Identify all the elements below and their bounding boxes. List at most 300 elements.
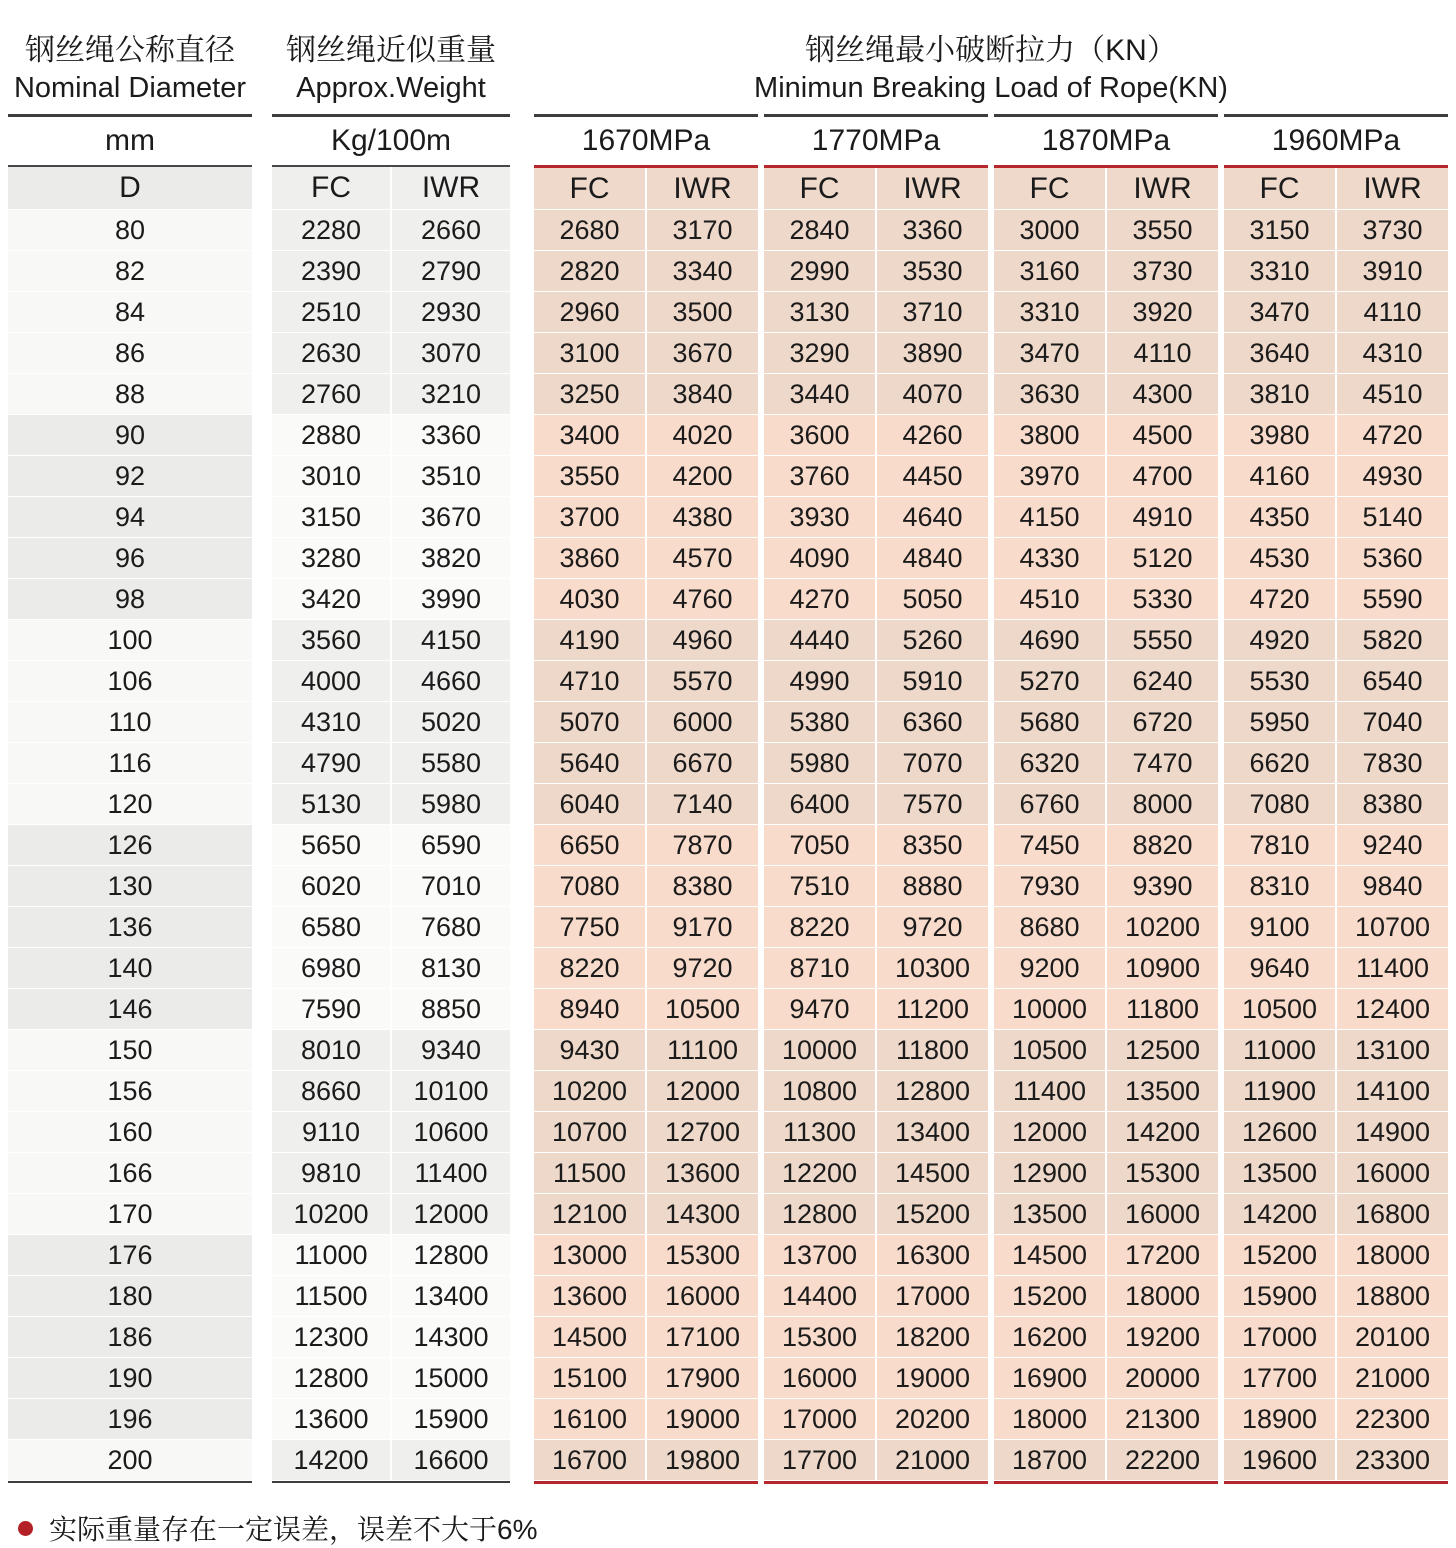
table-row: [8, 1399, 1448, 1439]
load-cell: 18900: [1224, 1399, 1335, 1439]
load-cell: 9720: [647, 948, 758, 988]
load-cell: 3530: [877, 251, 988, 291]
diameter-cell: 180: [8, 1276, 252, 1316]
weight-cell: 3560: [272, 620, 390, 660]
load-pair: [534, 620, 758, 660]
load-pair: [534, 1235, 758, 1275]
load-pair: [994, 1358, 1218, 1398]
load-cell: 9430: [534, 1030, 645, 1070]
diameter-unit: mm: [105, 123, 155, 157]
diameter-cell: 200: [8, 1440, 252, 1480]
load-pair: [1224, 1194, 1448, 1234]
load-cell: 4330: [994, 538, 1105, 578]
load-cell: 3150: [1224, 210, 1335, 250]
load-cell: 15300: [764, 1317, 875, 1357]
load-cell: 13000: [534, 1235, 645, 1275]
load-cell: 10500: [994, 1030, 1105, 1070]
load-pair: [534, 825, 758, 865]
load-cell: 10300: [877, 948, 988, 988]
load-pair: [994, 907, 1218, 947]
load-cell: 4110: [1107, 333, 1218, 373]
diameter-title-zh: 钢丝绳公称直径: [25, 34, 235, 67]
load-cell: 14900: [1337, 1112, 1448, 1152]
load-pair: [1224, 989, 1448, 1029]
weight-pair: [272, 702, 510, 742]
load-cell: 15200: [877, 1194, 988, 1234]
weight-pair: [272, 333, 510, 373]
load-cell: 3500: [647, 292, 758, 332]
weight-cell: 8660: [272, 1071, 390, 1111]
diameter-cell: 196: [8, 1399, 252, 1439]
load-cell: 4190: [534, 620, 645, 660]
table-row: [8, 579, 1448, 619]
weight-cell: 5650: [272, 825, 390, 865]
weight-cell: 3210: [392, 374, 510, 414]
table-row: [8, 784, 1448, 824]
load-pair: [1224, 579, 1448, 619]
weight-cell: 4790: [272, 743, 390, 783]
load-cell: 3760: [764, 456, 875, 496]
table-row: [8, 1276, 1448, 1316]
weight-cell: 3150: [272, 497, 390, 537]
weight-cell: 9340: [392, 1030, 510, 1070]
table-row: [8, 1071, 1448, 1111]
diameter-cell: 98: [8, 579, 252, 619]
weight-pair: [272, 1399, 510, 1439]
load-pair: [764, 1112, 988, 1152]
weight-pair: [272, 907, 510, 947]
load-cell: 12800: [764, 1194, 875, 1234]
weight-cell: 7010: [392, 866, 510, 906]
load-cell: 14200: [1107, 1112, 1218, 1152]
weight-cell: 12000: [392, 1194, 510, 1234]
diameter-cell: 176: [8, 1235, 252, 1275]
load-cell: 11000: [1224, 1030, 1335, 1070]
load-cell: 5550: [1107, 620, 1218, 660]
load-cell: 18800: [1337, 1276, 1448, 1316]
diameter-cell: 106: [8, 661, 252, 701]
grade-label-1670: 1670MPa: [581, 123, 711, 157]
breaking-load-title-en: Minimun Breaking Load of Rope(KN): [754, 72, 1228, 104]
load-pair: [764, 456, 988, 496]
weight-cell: 2630: [272, 333, 390, 373]
table-row: [8, 1440, 1448, 1480]
weight-pair: [272, 661, 510, 701]
grade-label-1960: 1960MPa: [1271, 123, 1401, 157]
load-cell: 3340: [647, 251, 758, 291]
load-pair: [764, 784, 988, 824]
load-cell: 4840: [877, 538, 988, 578]
footnote: [8, 1508, 1448, 1548]
load-cell: 15300: [647, 1235, 758, 1275]
load-cell: 3130: [764, 292, 875, 332]
load-cell: 4720: [1337, 415, 1448, 455]
weight-pair: [272, 374, 510, 414]
weight-pair: [272, 948, 510, 988]
load-cell: 8880: [877, 866, 988, 906]
weight-cell: 2790: [392, 251, 510, 291]
load-cell: 4570: [647, 538, 758, 578]
diameter-cell: 86: [8, 333, 252, 373]
weight-cell: 6590: [392, 825, 510, 865]
load-pair: [764, 538, 988, 578]
load-cell: 12800: [877, 1071, 988, 1111]
load-pair: [764, 743, 988, 783]
load-cell: 13500: [994, 1194, 1105, 1234]
load-cell: 8380: [1337, 784, 1448, 824]
load-cell: 8220: [764, 907, 875, 947]
load-pair: [994, 1440, 1218, 1480]
footnote-text: 实际重量存在一定误差，误差不大于6%: [49, 1514, 538, 1545]
load-cell: 13400: [877, 1112, 988, 1152]
load-cell: 10700: [1337, 907, 1448, 947]
load-cell: 4510: [994, 579, 1105, 619]
load-pair: [1224, 743, 1448, 783]
load-pair: [994, 866, 1218, 906]
load-cell: 15100: [534, 1358, 645, 1398]
load-cell: 8940: [534, 989, 645, 1029]
load-cell: 3470: [1224, 292, 1335, 332]
load-cell: 5260: [877, 620, 988, 660]
table-row: [8, 251, 1448, 291]
load-iwr-label: IWR: [647, 168, 758, 209]
load-cell: 19000: [647, 1399, 758, 1439]
load-pair: [534, 538, 758, 578]
load-pair: [534, 456, 758, 496]
load-pair: [534, 415, 758, 455]
load-cell: 18000: [994, 1399, 1105, 1439]
load-pair: [994, 825, 1218, 865]
load-pair: [534, 661, 758, 701]
load-cell: 16100: [534, 1399, 645, 1439]
load-cell: 21000: [877, 1440, 988, 1480]
load-cell: 5530: [1224, 661, 1335, 701]
load-cell: 18200: [877, 1317, 988, 1357]
load-cell: 4110: [1337, 292, 1448, 332]
load-cell: 10200: [1107, 907, 1218, 947]
load-cell: 4930: [1337, 456, 1448, 496]
weight-fc-label: FC: [272, 167, 390, 209]
weight-cell: 9810: [272, 1153, 390, 1193]
weight-title-zh: 钢丝绳近似重量: [286, 34, 496, 67]
diameter-cell: 156: [8, 1071, 252, 1111]
load-cell: 4720: [1224, 579, 1335, 619]
table-row: [8, 415, 1448, 455]
weight-pair: [272, 1440, 510, 1480]
load-cell: 14100: [1337, 1071, 1448, 1111]
table-row: [8, 1317, 1448, 1357]
diameter-cell: 116: [8, 743, 252, 783]
load-cell: 3630: [994, 374, 1105, 414]
load-cell: 3250: [534, 374, 645, 414]
weight-pair: [272, 1194, 510, 1234]
load-pair: [994, 784, 1218, 824]
load-pair: [534, 1194, 758, 1234]
load-pair: [764, 1153, 988, 1193]
load-pair: [764, 1235, 988, 1275]
weight-pair: [272, 743, 510, 783]
load-cell: 4500: [1107, 415, 1218, 455]
weight-cell: 7590: [272, 989, 390, 1029]
table-row: [8, 866, 1448, 906]
load-pair: [1224, 1358, 1448, 1398]
load-pair: [534, 374, 758, 414]
load-cell: 17200: [1107, 1235, 1218, 1275]
load-pair: [534, 1317, 758, 1357]
load-cell: 4920: [1224, 620, 1335, 660]
load-cell: 9240: [1337, 825, 1448, 865]
load-cell: 16900: [994, 1358, 1105, 1398]
load-pair: [1224, 292, 1448, 332]
weight-cell: 5980: [392, 784, 510, 824]
load-cell: 12000: [994, 1112, 1105, 1152]
bullet-icon: [18, 1521, 33, 1536]
diameter-cell: 146: [8, 989, 252, 1029]
weight-cell: 2760: [272, 374, 390, 414]
weight-pair: [272, 1112, 510, 1152]
diameter-cell: 130: [8, 866, 252, 906]
load-cell: 4700: [1107, 456, 1218, 496]
load-cell: 16000: [647, 1276, 758, 1316]
load-cell: 4310: [1337, 333, 1448, 373]
weight-cell: 3010: [272, 456, 390, 496]
load-cell: 19000: [877, 1358, 988, 1398]
load-cell: 3730: [1337, 210, 1448, 250]
load-cell: 9640: [1224, 948, 1335, 988]
weight-cell: 3280: [272, 538, 390, 578]
load-pair: [764, 1071, 988, 1111]
load-cell: 3930: [764, 497, 875, 537]
table-row: [8, 1235, 1448, 1275]
load-cell: 6000: [647, 702, 758, 742]
load-cell: 3310: [1224, 251, 1335, 291]
load-pair: [1224, 497, 1448, 537]
load-subheader-1770: [764, 165, 988, 209]
load-pair: [1224, 1112, 1448, 1152]
grade-label-1870: 1870MPa: [1041, 123, 1171, 157]
load-cell: 12500: [1107, 1030, 1218, 1070]
load-cell: 5980: [764, 743, 875, 783]
load-pair: [534, 743, 758, 783]
load-cell: 8310: [1224, 866, 1335, 906]
load-cell: 12200: [764, 1153, 875, 1193]
load-cell: 8220: [534, 948, 645, 988]
load-cell: 4260: [877, 415, 988, 455]
load-cell: 13600: [534, 1276, 645, 1316]
load-cell: 16300: [877, 1235, 988, 1275]
load-cell: 7080: [534, 866, 645, 906]
load-cell: 13600: [647, 1153, 758, 1193]
load-pair: [1224, 1153, 1448, 1193]
diameter-cell: 140: [8, 948, 252, 988]
load-cell: 4910: [1107, 497, 1218, 537]
load-cell: 13500: [1107, 1071, 1218, 1111]
table-row: [8, 1358, 1448, 1398]
load-cell: 12000: [647, 1071, 758, 1111]
weight-cell: 14300: [392, 1317, 510, 1357]
load-cell: 3170: [647, 210, 758, 250]
load-cell: 5590: [1337, 579, 1448, 619]
load-pair: [764, 620, 988, 660]
load-cell: 5360: [1337, 538, 1448, 578]
load-cell: 5140: [1337, 497, 1448, 537]
load-cell: 14200: [1224, 1194, 1335, 1234]
table-body: [8, 210, 1448, 1480]
load-cell: 21300: [1107, 1399, 1218, 1439]
load-subheader-1960: [1224, 165, 1448, 209]
load-pair: [994, 702, 1218, 742]
load-cell: 4030: [534, 579, 645, 619]
diameter-cell: 96: [8, 538, 252, 578]
load-cell: 4020: [647, 415, 758, 455]
load-pair: [1224, 784, 1448, 824]
load-cell: 9200: [994, 948, 1105, 988]
load-cell: 5330: [1107, 579, 1218, 619]
load-pair: [994, 579, 1218, 619]
load-cell: 10500: [1224, 989, 1335, 1029]
load-cell: 10000: [764, 1030, 875, 1070]
load-cell: 17700: [764, 1440, 875, 1480]
load-pair: [994, 1235, 1218, 1275]
table-row: [8, 497, 1448, 537]
load-pair: [534, 1440, 758, 1480]
load-pair: [764, 374, 988, 414]
load-cell: 6650: [534, 825, 645, 865]
load-pair: [764, 1194, 988, 1234]
diameter-cell: 84: [8, 292, 252, 332]
load-cell: 7040: [1337, 702, 1448, 742]
load-pair: [994, 456, 1218, 496]
load-pair: [994, 620, 1218, 660]
load-cell: 9720: [877, 907, 988, 947]
weight-cell: 14200: [272, 1440, 390, 1480]
load-cell: 7140: [647, 784, 758, 824]
load-cell: 3470: [994, 333, 1105, 373]
load-pair: [764, 866, 988, 906]
weight-cell: 4660: [392, 661, 510, 701]
weight-cell: 3990: [392, 579, 510, 619]
load-cell: 14500: [877, 1153, 988, 1193]
load-cell: 3440: [764, 374, 875, 414]
load-pair: [1224, 907, 1448, 947]
load-pair: [534, 1276, 758, 1316]
load-cell: 5950: [1224, 702, 1335, 742]
table-header-titles: [8, 12, 1448, 106]
load-pair: [534, 1358, 758, 1398]
load-pair: [534, 866, 758, 906]
load-cell: 7080: [1224, 784, 1335, 824]
load-cell: 4090: [764, 538, 875, 578]
weight-cell: 8130: [392, 948, 510, 988]
weight-pair: [272, 497, 510, 537]
load-cell: 11800: [877, 1030, 988, 1070]
load-cell: 18700: [994, 1440, 1105, 1480]
diameter-cell: 170: [8, 1194, 252, 1234]
diameter-cell: 160: [8, 1112, 252, 1152]
load-cell: 6240: [1107, 661, 1218, 701]
load-pair: [534, 1153, 758, 1193]
load-cell: 5050: [877, 579, 988, 619]
load-pair: [764, 661, 988, 701]
load-pair: [1224, 538, 1448, 578]
load-pair: [1224, 948, 1448, 988]
load-pair: [1224, 825, 1448, 865]
weight-pair: [272, 825, 510, 865]
table-row: [8, 743, 1448, 783]
load-pair: [534, 251, 758, 291]
load-pair: [994, 415, 1218, 455]
diameter-cell: 186: [8, 1317, 252, 1357]
load-cell: 18000: [1337, 1235, 1448, 1275]
load-pair: [1224, 251, 1448, 291]
load-pair: [764, 292, 988, 332]
load-cell: 20200: [877, 1399, 988, 1439]
load-cell: 17000: [1224, 1317, 1335, 1357]
load-pair: [1224, 1235, 1448, 1275]
load-cell: 16700: [534, 1440, 645, 1480]
diameter-cell: 90: [8, 415, 252, 455]
diameter-cell: 82: [8, 251, 252, 291]
load-pair: [764, 1440, 988, 1480]
load-pair: [994, 1276, 1218, 1316]
load-pair: [764, 333, 988, 373]
load-cell: 16800: [1337, 1194, 1448, 1234]
load-cell: 7570: [877, 784, 988, 824]
load-pair: [994, 374, 1218, 414]
load-cell: 22300: [1337, 1399, 1448, 1439]
load-cell: 23300: [1337, 1440, 1448, 1480]
load-fc-label: FC: [764, 168, 875, 209]
load-pair: [764, 1358, 988, 1398]
load-cell: 11400: [994, 1071, 1105, 1111]
load-cell: 3640: [1224, 333, 1335, 373]
load-cell: 16200: [994, 1317, 1105, 1357]
load-pair: [764, 825, 988, 865]
load-pair: [994, 251, 1218, 291]
weight-cell: 15000: [392, 1358, 510, 1398]
load-pair: [1224, 702, 1448, 742]
weight-pair: [272, 1153, 510, 1193]
load-pair: [1224, 333, 1448, 373]
load-cell: 11300: [764, 1112, 875, 1152]
load-cell: 6540: [1337, 661, 1448, 701]
load-cell: 2990: [764, 251, 875, 291]
load-cell: 4300: [1107, 374, 1218, 414]
load-cell: 6040: [534, 784, 645, 824]
diameter-cell: 80: [8, 210, 252, 250]
breaking-load-title-zh: 钢丝绳最小破断拉力（KN）: [805, 34, 1177, 67]
load-pair: [994, 292, 1218, 332]
load-cell: 13500: [1224, 1153, 1335, 1193]
load-cell: 15200: [1224, 1235, 1335, 1275]
load-pair: [994, 1317, 1218, 1357]
weight-pair: [272, 784, 510, 824]
load-cell: 4270: [764, 579, 875, 619]
load-pair: [1224, 620, 1448, 660]
load-cell: 7870: [647, 825, 758, 865]
weight-cell: 13400: [392, 1276, 510, 1316]
load-cell: 4990: [764, 661, 875, 701]
load-pair: [764, 1317, 988, 1357]
load-cell: 7810: [1224, 825, 1335, 865]
weight-pair: [272, 292, 510, 332]
load-cell: 22200: [1107, 1440, 1218, 1480]
load-pair: [994, 948, 1218, 988]
load-cell: 3860: [534, 538, 645, 578]
weight-cell: 5580: [392, 743, 510, 783]
weight-cell: 11400: [392, 1153, 510, 1193]
weight-pair: [272, 1235, 510, 1275]
